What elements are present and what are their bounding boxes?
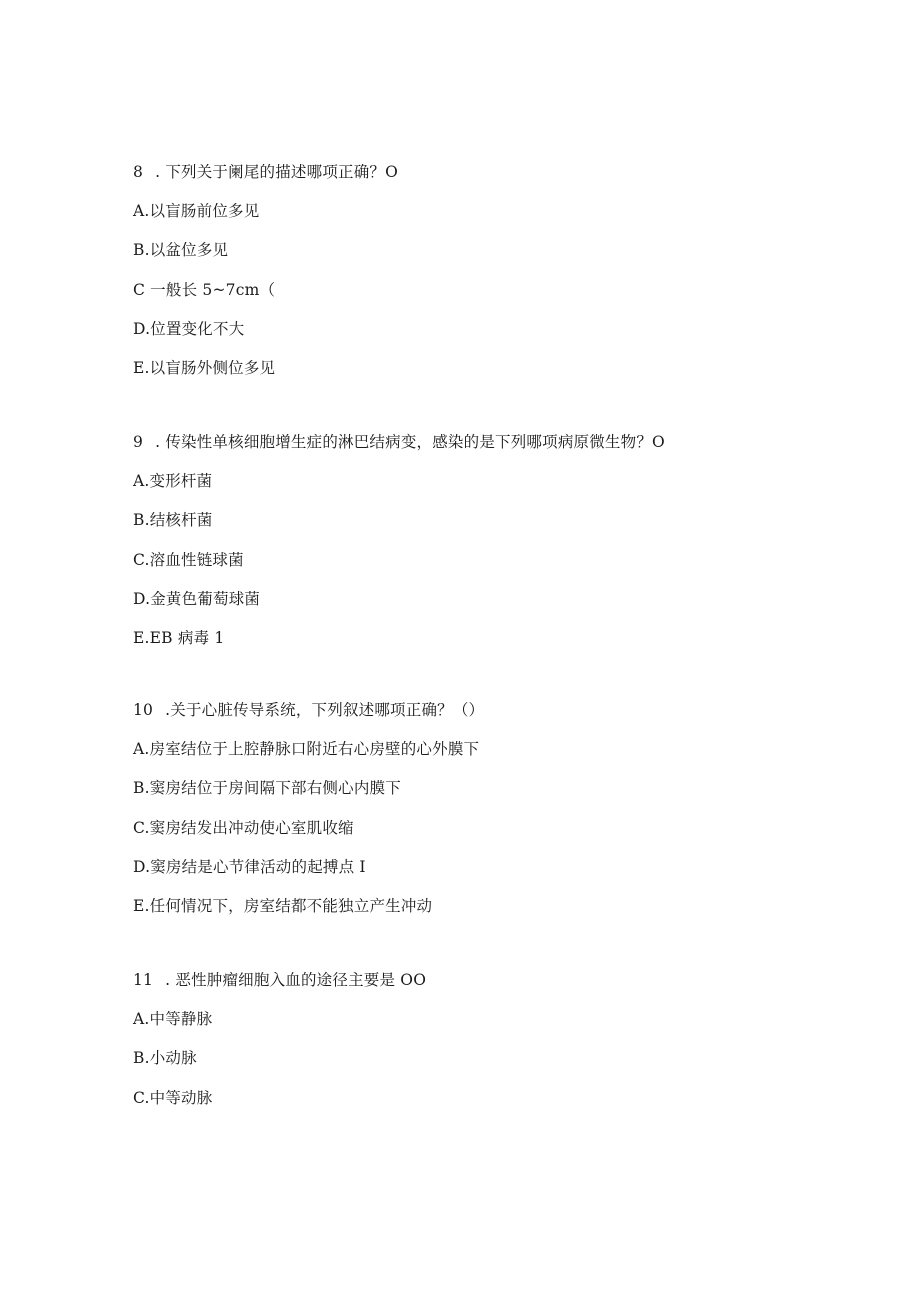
option-d: D.金黄色葡萄球菌 [133,589,261,608]
option-b: B.小动脉 [133,1049,197,1068]
option-c: C 一般长 5~7cm（ [133,280,276,299]
option-b: B.以盆位多见 [133,241,229,260]
question-9 [133,423,665,658]
question-text: . 恶性肿瘤细胞入血的途径主要是 OO [165,971,427,989]
option-a: A.中等静脉 [133,1010,213,1029]
option-c: C.窦房结发出冲动使心室肌收缩 [133,818,354,837]
option-a: A.以盲肠前位多见 [133,202,260,221]
question-text: . 下列关于阑尾的描述哪项正确？O [155,163,399,181]
option-c: C.溶血性链球菌 [133,550,244,569]
option-b: B.窦房结位于房间隔下部右侧心内膜下 [133,779,401,798]
question-stem [133,423,665,462]
question-number: 8 [133,163,144,181]
option-d: D.窦房结是心节律活动的起搏点 I [133,857,366,876]
question-stem [133,153,398,192]
option-b: B.结核杆菌 [133,511,213,530]
option-d: D.位置变化不大 [133,319,245,338]
question-number: 9 [133,433,144,451]
question-11 [133,961,426,1118]
question-10 [133,691,484,926]
question-stem [133,961,426,1000]
option-e: E.EB 病毒 1 [133,628,225,647]
question-stem [133,691,484,730]
option-c: C.中等动脉 [133,1088,213,1107]
question-number: 11 [133,971,154,989]
option-e: E.以盲肠外侧位多见 [133,358,276,377]
option-a: A.变形杆菌 [133,472,213,491]
option-e: E.任何情况下，房室结都不能独立产生冲动 [133,896,433,915]
question-text: . 传染性单核细胞增生症的淋巴结病变，感染的是下列哪项病原微生物？O [155,433,665,451]
question-text: .关于心脏传导系统，下列叙述哪项正确？（） [165,701,485,719]
question-number: 10 [133,701,154,719]
question-8 [133,153,398,388]
option-a: A.房室结位于上腔静脉口附近右心房壁的心外膜下 [133,740,480,759]
